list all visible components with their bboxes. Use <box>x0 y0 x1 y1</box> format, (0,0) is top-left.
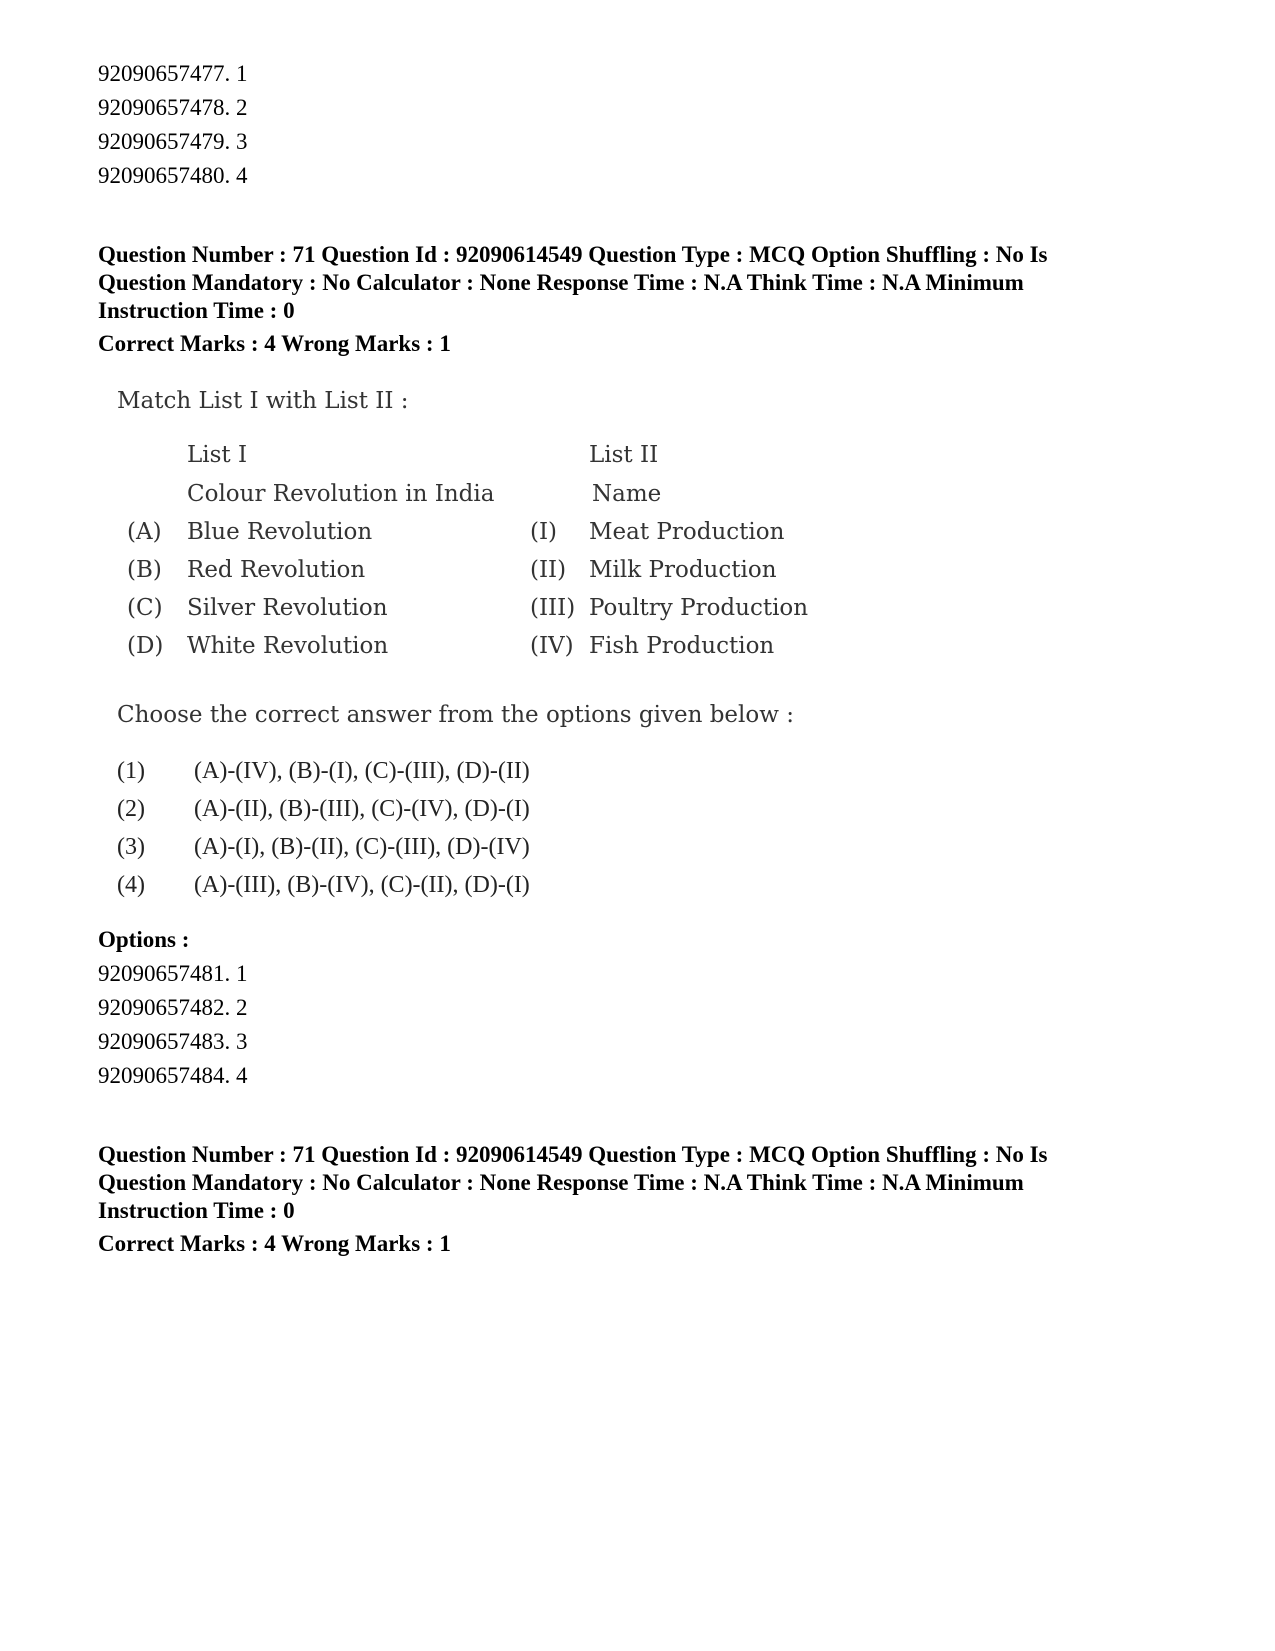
list2-title: List II <box>589 442 659 468</box>
question-prompt: Match List I with List II : <box>117 388 409 414</box>
option-3: 92090657483. 3 <box>98 1029 248 1054</box>
next-question-header-line3: Instruction Time : 0 <box>98 1198 295 1223</box>
list2-subtitle: Name <box>592 481 662 507</box>
list1-item-d: White Revolution <box>187 633 389 659</box>
next-question-header-line1: Question Number : 71 Question Id : 92090614549 Question Type : MCQ Option Shuffling : No Is <box>98 1142 1048 1167</box>
list2-label-iv: (IV) <box>530 633 574 659</box>
list1-label-b: (B) <box>127 557 162 583</box>
list2-label-i: (I) <box>530 519 558 545</box>
prev-option-2: 92090657478. 2 <box>98 95 248 120</box>
question-marks: Correct Marks : 4 Wrong Marks : 1 <box>98 331 451 356</box>
answer-text-2: (A)-(II), (B)-(III), (C)-(IV), (D)-(I) <box>194 796 530 822</box>
prev-option-1: 92090657477. 1 <box>98 61 248 86</box>
choose-instruction: Choose the correct answer from the options given below : <box>117 702 794 728</box>
answer-number-1: (1) <box>117 758 145 784</box>
question-header-line1: Question Number : 71 Question Id : 92090614549 Question Type : MCQ Option Shuffling : No Is <box>98 242 1048 267</box>
list2-item-iii: Poultry Production <box>589 595 809 621</box>
answer-text-4: (A)-(III), (B)-(IV), (C)-(II), (D)-(I) <box>194 872 530 898</box>
list1-label-a: (A) <box>127 519 162 545</box>
answer-number-2: (2) <box>117 796 145 822</box>
answer-number-4: (4) <box>117 872 145 898</box>
question-header-line3: Instruction Time : 0 <box>98 298 295 323</box>
next-question-marks: Correct Marks : 4 Wrong Marks : 1 <box>98 1231 451 1256</box>
answer-text-1: (A)-(IV), (B)-(I), (C)-(III), (D)-(II) <box>194 758 530 784</box>
list1-item-b: Red Revolution <box>187 557 366 583</box>
option-2: 92090657482. 2 <box>98 995 248 1020</box>
prev-option-4: 92090657480. 4 <box>98 163 248 188</box>
option-4: 92090657484. 4 <box>98 1063 248 1088</box>
answer-number-3: (3) <box>117 834 145 860</box>
list1-label-d: (D) <box>127 633 164 659</box>
options-label: Options : <box>98 927 190 952</box>
next-question-header <box>98 1141 1188 1225</box>
list1-item-c: Silver Revolution <box>187 595 388 621</box>
list2-label-ii: (II) <box>530 557 567 583</box>
list1-item-a: Blue Revolution <box>187 519 373 545</box>
list2-label-iii: (III) <box>530 595 576 621</box>
list2-item-i: Meat Production <box>589 519 785 545</box>
list1-label-c: (C) <box>127 595 163 621</box>
next-question-header-line2: Question Mandatory : No Calculator : None Response Time : N.A Think Time : N.A Minimum <box>98 1170 1024 1195</box>
list1-title: List I <box>187 442 248 468</box>
list2-item-iv: Fish Production <box>589 633 775 659</box>
question-header <box>98 241 1188 325</box>
answer-text-3: (A)-(I), (B)-(II), (C)-(III), (D)-(IV) <box>194 834 530 860</box>
question-header-line2: Question Mandatory : No Calculator : None Response Time : N.A Think Time : N.A Minimum <box>98 270 1024 295</box>
list2-item-ii: Milk Production <box>589 557 777 583</box>
option-1: 92090657481. 1 <box>98 961 248 986</box>
list1-subtitle: Colour Revolution in India <box>187 481 495 507</box>
prev-option-3: 92090657479. 3 <box>98 129 248 154</box>
